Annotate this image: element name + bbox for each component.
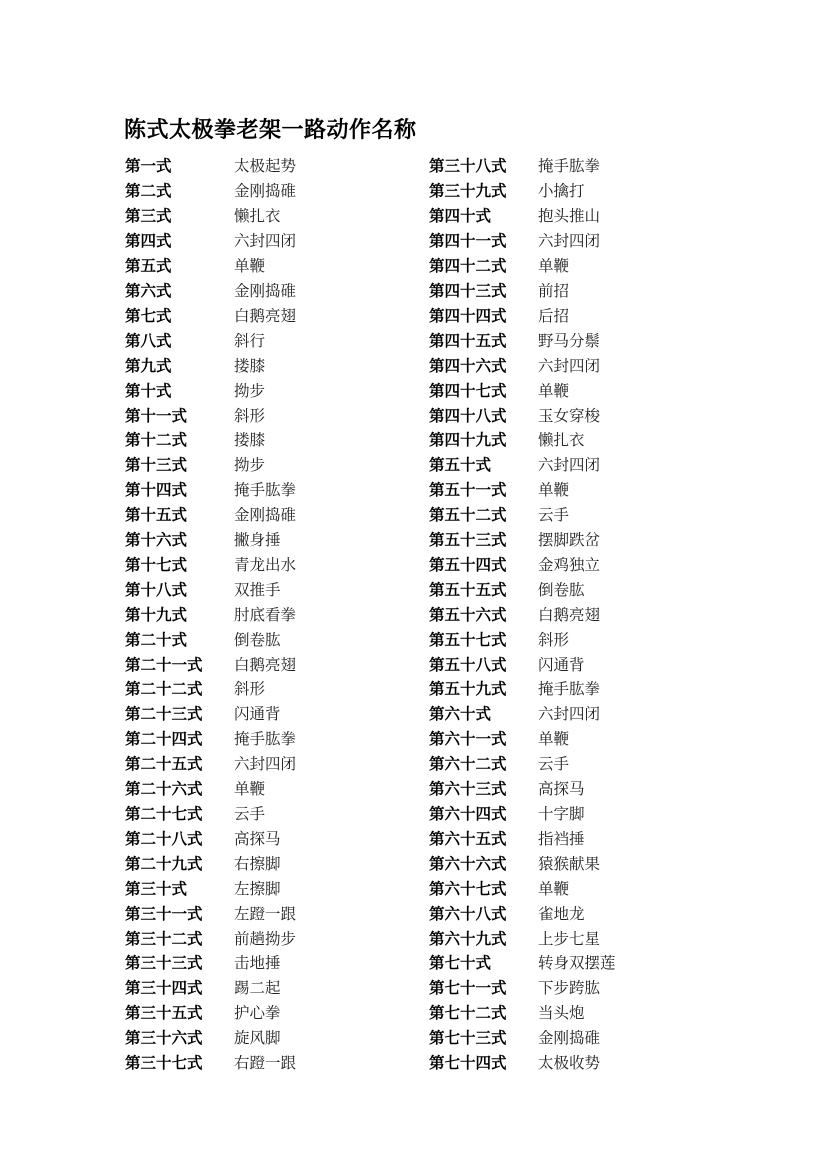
form-number-label: 第二十六式 [125, 780, 203, 799]
form-number-label: 第二十八式 [125, 829, 203, 848]
form-list-item [429, 427, 616, 452]
form-list-item [125, 676, 296, 701]
form-list-item [125, 576, 296, 601]
form-name: 六封四闭 [234, 755, 297, 774]
form-list-item [429, 402, 616, 427]
form-name: 玉女穿梭 [538, 406, 601, 425]
form-name: 旋风脚 [234, 1029, 281, 1048]
form-list-item [125, 552, 296, 577]
form-number-label: 第五十八式 [429, 655, 507, 674]
form-list-item [429, 352, 616, 377]
form-number-label: 第六十五式 [429, 829, 507, 848]
form-number-label: 第二十一式 [125, 655, 203, 674]
form-name: 肘底看拳 [234, 605, 297, 624]
form-list-item [429, 875, 616, 900]
form-number-label: 第四十二式 [429, 257, 507, 276]
form-name: 护心拳 [234, 1004, 281, 1023]
form-name: 拗步 [234, 456, 266, 475]
form-name: 倒卷肱 [234, 630, 281, 649]
form-number-label: 第一式 [125, 157, 172, 176]
form-number-label: 第三十四式 [125, 979, 203, 998]
form-name: 金鸡独立 [538, 555, 601, 574]
form-number-label: 第十三式 [125, 456, 188, 475]
form-number-label: 第三十三式 [125, 954, 203, 973]
form-list-item [125, 253, 296, 278]
form-list-item [125, 302, 296, 327]
form-name: 掩手肱拳 [538, 157, 601, 176]
form-list-item [429, 228, 616, 253]
form-number-label: 第三十六式 [125, 1029, 203, 1048]
form-list-item [125, 651, 296, 676]
form-list-item [125, 801, 296, 826]
form-number-label: 第二十七式 [125, 805, 203, 824]
form-name: 十字脚 [538, 805, 585, 824]
form-name: 当头炮 [538, 1004, 585, 1023]
form-list-item [429, 900, 616, 925]
form-name: 云手 [538, 755, 570, 774]
form-list-item [429, 377, 616, 402]
form-name: 闪通背 [234, 705, 281, 724]
form-list-item [125, 178, 296, 203]
form-number-label: 第十一式 [125, 406, 188, 425]
form-name: 单鞭 [538, 481, 570, 500]
form-number-label: 第五十七式 [429, 630, 507, 649]
form-list-item [125, 1000, 296, 1025]
form-name: 高探马 [538, 780, 585, 799]
form-name: 抱头推山 [538, 207, 601, 226]
form-list-item [429, 178, 616, 203]
form-number-label: 第十五式 [125, 506, 188, 525]
form-number-label: 第五十六式 [429, 605, 507, 624]
form-name: 右擦脚 [234, 854, 281, 873]
form-name: 斜形 [538, 630, 570, 649]
form-name: 下步跨肱 [538, 979, 601, 998]
form-number-label: 第十八式 [125, 580, 188, 599]
form-list-item [125, 452, 296, 477]
form-list-item [125, 327, 296, 352]
form-number-label: 第六十三式 [429, 780, 507, 799]
form-number-label: 第三十一式 [125, 904, 203, 923]
form-number-label: 第二式 [125, 182, 172, 201]
form-name: 掩手肱拳 [538, 680, 601, 699]
form-list-item [429, 527, 616, 552]
form-name: 左蹬一跟 [234, 904, 297, 923]
form-number-label: 第五十九式 [429, 680, 507, 699]
form-number-label: 第六十四式 [429, 805, 507, 824]
form-list-item [429, 452, 616, 477]
form-list-item [429, 651, 616, 676]
form-name: 雀地龙 [538, 904, 585, 923]
form-list-item [125, 701, 296, 726]
form-number-label: 第六十七式 [429, 879, 507, 898]
form-list-item [125, 751, 296, 776]
form-number-label: 第七式 [125, 306, 172, 325]
form-list-item [429, 751, 616, 776]
form-number-label: 第四十六式 [429, 356, 507, 375]
form-name: 左擦脚 [234, 879, 281, 898]
form-list-item [429, 203, 616, 228]
form-number-label: 第三十五式 [125, 1004, 203, 1023]
form-name: 搂膝 [234, 431, 266, 450]
form-list-item [125, 352, 296, 377]
form-list-item [429, 601, 616, 626]
form-number-label: 第六十二式 [429, 755, 507, 774]
document-title: 陈式太极拳老架一路动作名称 [124, 118, 417, 143]
form-list-item [429, 825, 616, 850]
form-number-label: 第十二式 [125, 431, 188, 450]
form-number-label: 第十四式 [125, 481, 188, 500]
form-name: 白鹅亮翅 [234, 306, 297, 325]
form-name: 六封四闭 [538, 705, 601, 724]
form-list-item [429, 676, 616, 701]
form-number-label: 第七十式 [429, 954, 492, 973]
form-number-label: 第二十三式 [125, 705, 203, 724]
form-list-item [429, 477, 616, 502]
form-name: 六封四闭 [538, 356, 601, 375]
form-number-label: 第六十八式 [429, 904, 507, 923]
form-number-label: 第十六式 [125, 531, 188, 550]
form-list-item [125, 502, 296, 527]
form-list-item [125, 228, 296, 253]
form-name: 野马分鬃 [538, 331, 601, 350]
form-number-label: 第八式 [125, 331, 172, 350]
form-number-label: 第四十四式 [429, 306, 507, 325]
form-name: 拗步 [234, 381, 266, 400]
form-list-item [125, 825, 296, 850]
form-list-item [125, 626, 296, 651]
form-list-item [429, 576, 616, 601]
form-number-label: 第四十九式 [429, 431, 507, 450]
form-list-item [125, 278, 296, 303]
form-number-label: 第六式 [125, 281, 172, 300]
form-number-label: 第五十四式 [429, 555, 507, 574]
form-name: 懒扎衣 [234, 207, 281, 226]
form-list-item [429, 327, 616, 352]
form-list-item [125, 153, 296, 178]
form-list-item [125, 850, 296, 875]
form-number-label: 第二十五式 [125, 755, 203, 774]
form-name: 懒扎衣 [538, 431, 585, 450]
form-name: 六封四闭 [538, 456, 601, 475]
form-list-item [429, 1050, 616, 1075]
form-name: 太极收势 [538, 1054, 601, 1073]
form-list-item [125, 776, 296, 801]
form-list-item [429, 153, 616, 178]
form-list-item [125, 477, 296, 502]
form-list-item [125, 427, 296, 452]
form-number-label: 第四十三式 [429, 281, 507, 300]
form-number-label: 第四十式 [429, 207, 492, 226]
form-name: 转身双摆莲 [538, 954, 616, 973]
form-name: 太极起势 [234, 157, 297, 176]
form-name: 上步七星 [538, 929, 601, 948]
form-list-item [125, 377, 296, 402]
form-name: 白鹅亮翅 [538, 605, 601, 624]
form-number-label: 第九式 [125, 356, 172, 375]
form-list-item [429, 552, 616, 577]
form-number-label: 第三十式 [125, 879, 188, 898]
form-list-item [429, 1000, 616, 1025]
form-number-label: 第三十二式 [125, 929, 203, 948]
form-list-item [429, 726, 616, 751]
form-number-label: 第四十五式 [429, 331, 507, 350]
form-list-item [125, 1050, 296, 1075]
form-name: 六封四闭 [234, 232, 297, 251]
form-number-label: 第十九式 [125, 605, 188, 624]
form-name: 六封四闭 [538, 232, 601, 251]
form-number-label: 第七十一式 [429, 979, 507, 998]
form-list-item [429, 626, 616, 651]
form-number-label: 第十七式 [125, 555, 188, 574]
form-name: 白鹅亮翅 [234, 655, 297, 674]
form-list-item [429, 850, 616, 875]
form-list-item [429, 975, 616, 1000]
form-name: 单鞭 [538, 879, 570, 898]
form-list-item [125, 975, 296, 1000]
form-number-label: 第五十一式 [429, 481, 507, 500]
form-name: 双推手 [234, 580, 281, 599]
form-name: 青龙出水 [234, 555, 297, 574]
form-name: 金刚捣碓 [234, 506, 297, 525]
form-name: 踢二起 [234, 979, 281, 998]
form-number-label: 第二十二式 [125, 680, 203, 699]
form-number-label: 第五式 [125, 257, 172, 276]
form-number-label: 第四式 [125, 232, 172, 251]
form-number-label: 第四十八式 [429, 406, 507, 425]
form-list-item [125, 726, 296, 751]
form-number-label: 第七十三式 [429, 1029, 507, 1048]
form-name: 闪通背 [538, 655, 585, 674]
form-name: 击地捶 [234, 954, 281, 973]
form-number-label: 第六十九式 [429, 929, 507, 948]
form-name: 单鞭 [234, 257, 266, 276]
form-list-item [429, 950, 616, 975]
form-list-item [429, 701, 616, 726]
form-name: 摆脚跌岔 [538, 531, 601, 550]
form-list-item [125, 900, 296, 925]
form-number-label: 第四十七式 [429, 381, 507, 400]
form-number-label: 第三十七式 [125, 1054, 203, 1073]
form-list-item [125, 402, 296, 427]
form-number-label: 第五十三式 [429, 531, 507, 550]
form-name: 斜形 [234, 680, 266, 699]
form-number-label: 第二十九式 [125, 854, 203, 873]
form-list-item [125, 875, 296, 900]
form-number-label: 第四十一式 [429, 232, 507, 251]
form-list-item [125, 527, 296, 552]
form-number-label: 第七十二式 [429, 1004, 507, 1023]
form-list-item [429, 278, 616, 303]
form-name: 掩手肱拳 [234, 481, 297, 500]
form-number-label: 第二十式 [125, 630, 188, 649]
form-name: 前趟拗步 [234, 929, 297, 948]
form-name: 后招 [538, 306, 570, 325]
right-column [429, 153, 616, 1075]
form-list-item [429, 502, 616, 527]
form-name: 斜形 [234, 406, 266, 425]
form-list-item [125, 601, 296, 626]
form-name: 搂膝 [234, 356, 266, 375]
form-name: 金刚捣碓 [234, 281, 297, 300]
form-number-label: 第五十式 [429, 456, 492, 475]
form-list-item [429, 925, 616, 950]
form-list-item [125, 925, 296, 950]
form-number-label: 第三十八式 [429, 157, 507, 176]
form-number-label: 第五十五式 [429, 580, 507, 599]
form-list-item [125, 1025, 296, 1050]
left-column [125, 153, 296, 1075]
form-name: 撇身捶 [234, 531, 281, 550]
form-number-label: 第三十九式 [429, 182, 507, 201]
form-name: 掩手肱拳 [234, 730, 297, 749]
form-name: 倒卷肱 [538, 580, 585, 599]
form-name: 小擒打 [538, 182, 585, 201]
form-list-item [429, 1025, 616, 1050]
form-number-label: 第六十六式 [429, 854, 507, 873]
form-name: 云手 [538, 506, 570, 525]
form-name: 猿猴献果 [538, 854, 601, 873]
form-number-label: 第六十一式 [429, 730, 507, 749]
form-name: 斜行 [234, 331, 266, 350]
form-name: 高探马 [234, 829, 281, 848]
form-list-item [429, 302, 616, 327]
form-name: 金刚捣碓 [538, 1029, 601, 1048]
form-name: 前招 [538, 281, 570, 300]
form-list-item [125, 950, 296, 975]
form-name: 单鞭 [234, 780, 266, 799]
form-name: 单鞭 [538, 381, 570, 400]
form-list-item [429, 776, 616, 801]
form-list-item [429, 253, 616, 278]
form-number-label: 第十式 [125, 381, 172, 400]
form-name: 单鞭 [538, 730, 570, 749]
form-number-label: 第三式 [125, 207, 172, 226]
form-name: 云手 [234, 805, 266, 824]
form-number-label: 第六十式 [429, 705, 492, 724]
form-number-label: 第七十四式 [429, 1054, 507, 1073]
form-name: 单鞭 [538, 257, 570, 276]
form-list-item [125, 203, 296, 228]
form-name: 指裆捶 [538, 829, 585, 848]
form-number-label: 第五十二式 [429, 506, 507, 525]
form-list-item [429, 801, 616, 826]
form-number-label: 第二十四式 [125, 730, 203, 749]
form-name: 右蹬一跟 [234, 1054, 297, 1073]
form-name: 金刚捣碓 [234, 182, 297, 201]
